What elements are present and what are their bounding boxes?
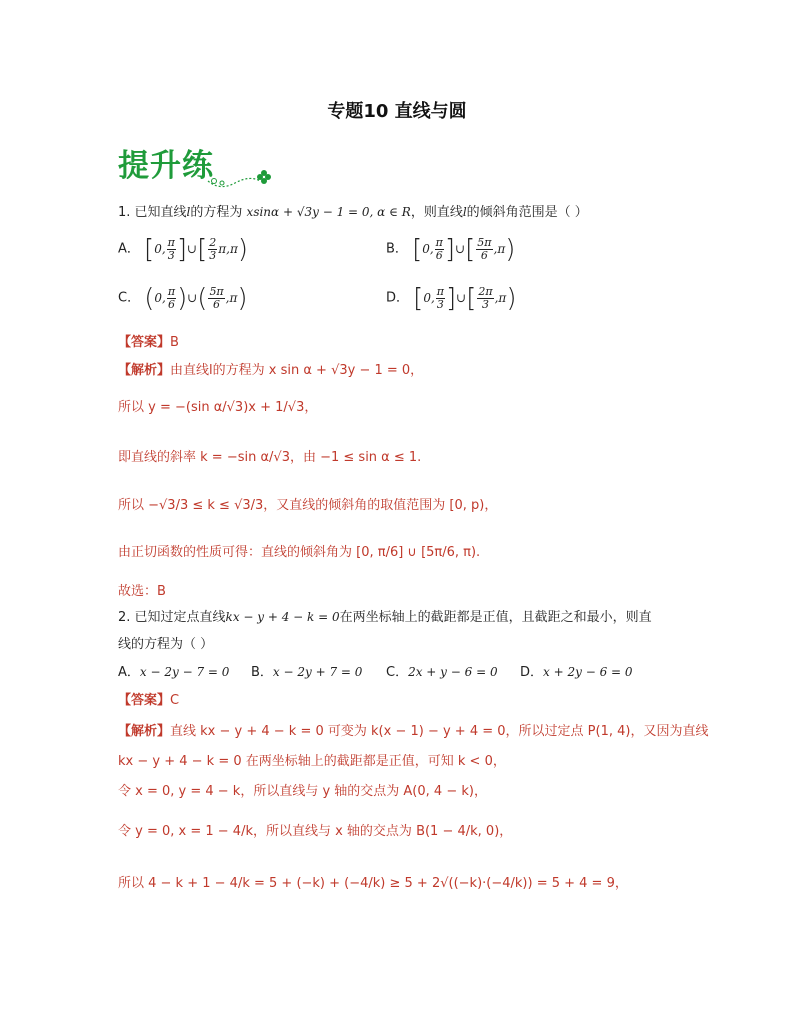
q2-analysis-line-2: kx − y + 4 − k = 0 在两坐标轴上的截距都是正值，可知 k < 0，	[118, 754, 506, 769]
q1-stem: 1. 已知直线l的方程为 xsinα + √3y − 1 = 0, α ∈ R，则直线l的倾斜角范围是（ ）	[118, 205, 588, 220]
q1-answer: 【答案】B	[118, 335, 179, 350]
q1-analysis-line-5: 由正切函数的性质可得：直线的倾斜角为 [0, π/6] ∪ [5π/6, π).	[118, 545, 481, 560]
q2-analysis-line-5: 所以 4 − k + 1 − 4/k = 5 + (−k) + (−4/k) ≥ 5 + 2√((−k)·(−4/k)) = 5 + 4 = 9，	[118, 876, 628, 891]
q1-analysis-line-4: 所以 −√3/3 ≤ k ≤ √3/3，又直线的倾斜角的取值范围为 [0, p)，	[118, 498, 498, 513]
q2-analysis-line-1: 【解析】直线 kx − y + 4 − k = 0 可变为 k(x − 1) − y + 4 = 0，所以过定点 P(1, 4)，又因为直线	[118, 724, 709, 739]
q1-option-b: B． [0, $\frac{\pi}{6}$ ]∪[ $\frac{5\pi}{6}$ ,π)	[386, 234, 516, 264]
q2-answer: 【答案】C	[118, 693, 180, 708]
q2-option-a: A．x − 2y − 7 = 0	[118, 665, 230, 680]
q1-option-c: C． (0, $\frac{\pi}{6}$ )∪( $\frac{5\pi}{6}$ ,π)	[118, 283, 248, 313]
q2-stem-line-1: 2. 已知过定点直线kx − y + 4 − k = 0在两坐标轴上的截距都是正值，且截距之和最小，则直	[118, 610, 652, 625]
q1-option-a: A． [0, $\frac{\pi}{3}$ ]∪[ $\frac{2}{3}$ π,π)	[118, 234, 249, 264]
q1-analysis-line-1: 【解析】由直线l的方程为 x sin α + √3y − 1 = 0，	[118, 363, 424, 378]
q2-option-d: D．x + 2y − 6 = 0	[520, 665, 633, 680]
q2-analysis-line-4: 令 y = 0, x = 1 − 4/k，所以直线与 x 轴的交点为 B(1 − 4/k, 0)，	[118, 824, 513, 839]
q1-analysis-line-6: 故选：B	[118, 584, 166, 599]
q1-option-d: D． [0, $\frac{\pi}{3}$ ]∪[ $\frac{2\pi}{3}$ ,π)	[386, 283, 517, 313]
q2-stem-line-2: 线的方程为（ ）	[118, 637, 214, 652]
q2-analysis-line-3: 令 x = 0, y = 4 − k，所以直线与 y 轴的交点为 A(0, 4 − k)，	[118, 784, 487, 799]
q2-option-b: B．x − 2y + 7 = 0	[251, 665, 363, 680]
q1-analysis-line-3: 即直线的斜率 k = −sin α/√3，由 −1 ≤ sin α ≤ 1.	[118, 450, 422, 465]
q1-equation: xsinα + √3y − 1 = 0, α ∈ R	[246, 205, 411, 219]
q1-analysis-line-2: 所以 y = −(sin α/√3)x + 1/√3，	[118, 400, 318, 415]
q2-option-c: C．2x + y − 6 = 0	[386, 665, 498, 680]
clover-decoration-icon	[200, 163, 275, 191]
page-title: 专题10 直线与圆	[327, 101, 467, 122]
section-banner: 提升练	[118, 148, 214, 184]
